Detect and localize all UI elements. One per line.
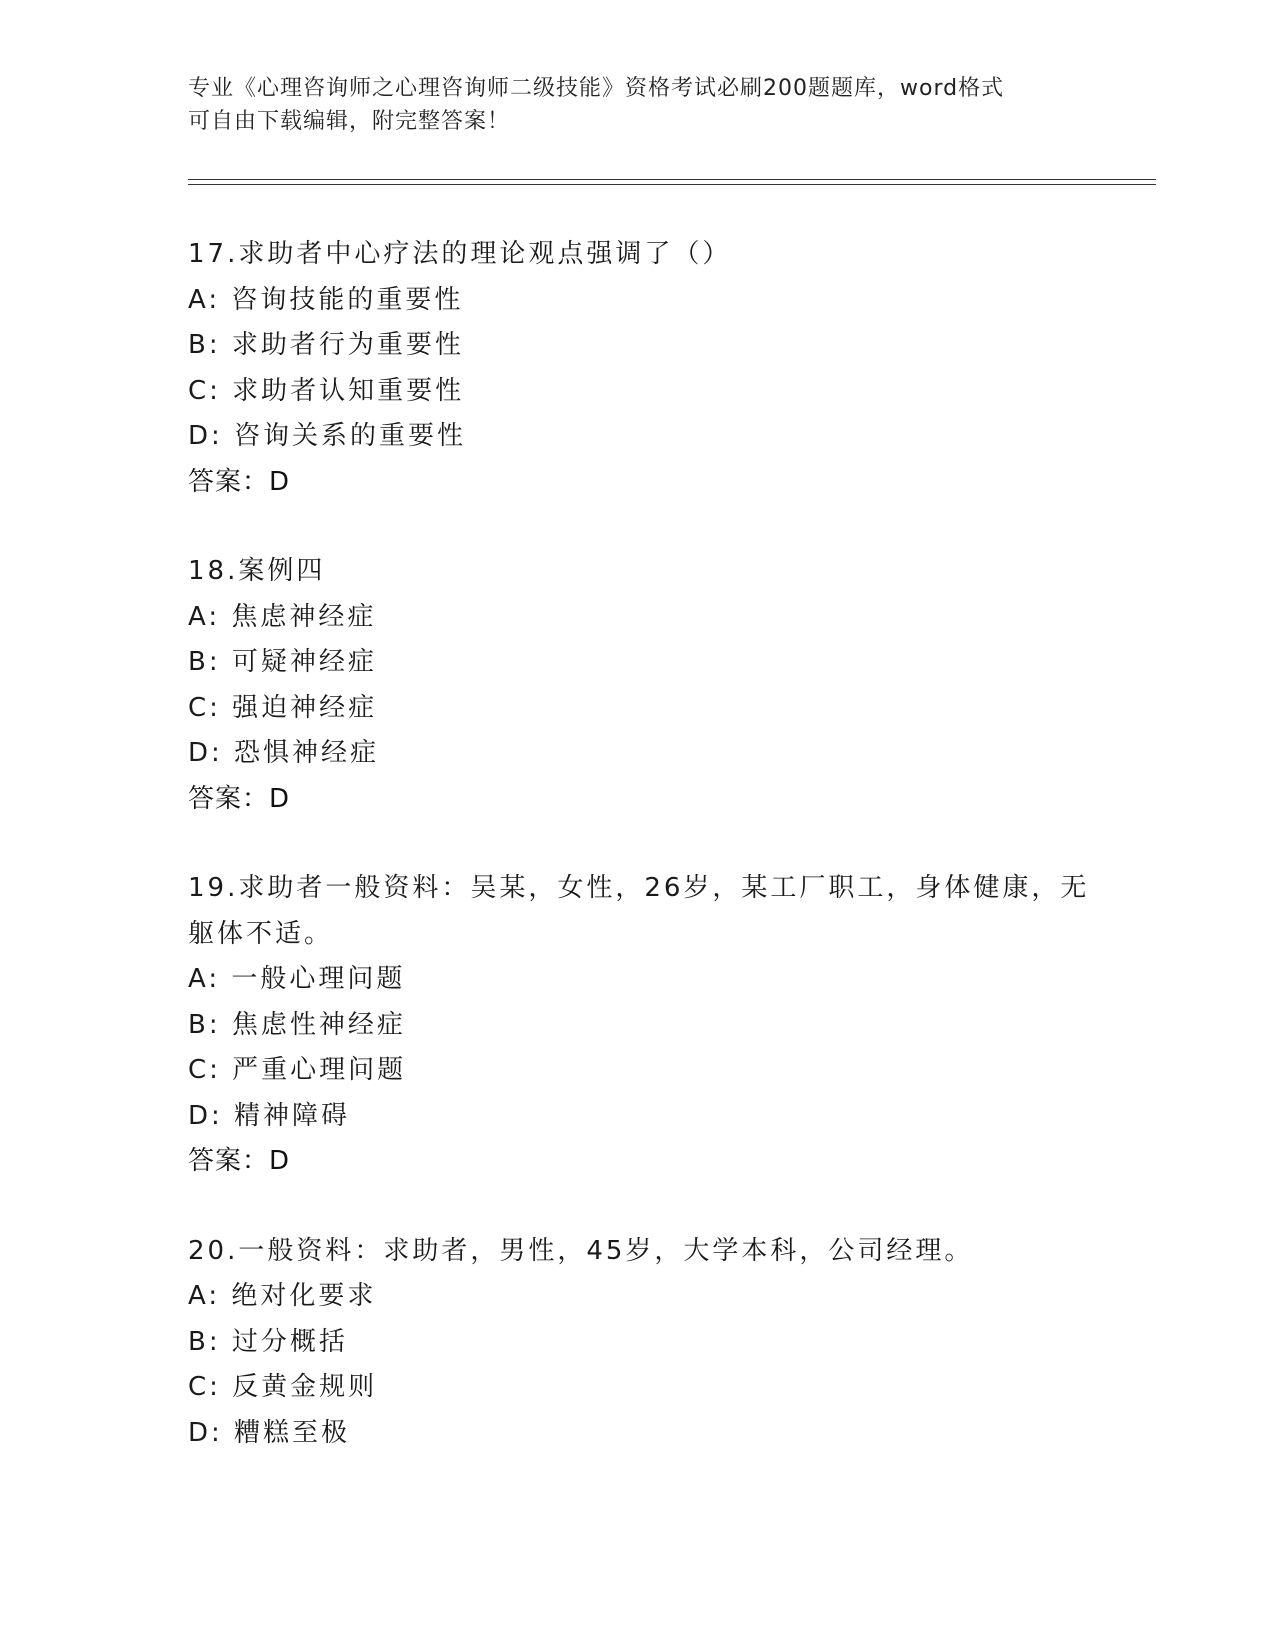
option-a: A: 焦虑神经症	[188, 601, 377, 632]
question-stem: 18.案例四	[188, 556, 326, 586]
document-header	[188, 72, 1088, 138]
answer: 答案：D	[188, 466, 291, 497]
header-divider-bottom	[188, 184, 1156, 185]
option-c: C: 强迫神经症	[188, 692, 378, 723]
option-b: B: 可疑神经症	[188, 647, 377, 677]
question-stem: 20.一般资料：求助者，男性，45岁，大学本科，公司经理。	[188, 1235, 974, 1266]
option-b: B: 求助者行为重要性	[188, 330, 464, 360]
header-line-2: 可自由下载编辑，附完整答案！	[188, 109, 511, 134]
option-b: B: 焦虑性神经症	[188, 1009, 406, 1040]
question-18	[188, 549, 1088, 822]
option-b: B: 过分概括	[188, 1326, 348, 1357]
question-17	[188, 232, 1088, 505]
option-a: A: 绝对化要求	[188, 1281, 377, 1311]
question-stem-line-1: 19.求助者一般资料：吴某，女性，26岁，某工厂职工，身体健康，无	[188, 873, 1090, 903]
question-list	[188, 232, 1088, 1500]
header-line-1: 专业《心理咨询师之心理咨询师二级技能》资格考试必刷200题题库，word格式	[188, 76, 1005, 101]
question-20	[188, 1229, 1088, 1457]
option-c: C: 严重心理问题	[188, 1055, 407, 1085]
header-divider-top	[188, 179, 1156, 180]
answer: 答案：D	[188, 1146, 291, 1176]
question-19	[188, 866, 1088, 1185]
question-stem: 17.求助者中心疗法的理论观点强调了（）	[188, 239, 732, 269]
answer: 答案：D	[188, 783, 291, 814]
option-c: C: 反黄金规则	[188, 1372, 378, 1402]
option-a: A: 咨询技能的重要性	[188, 284, 464, 315]
question-stem-line-2: 躯体不适。	[188, 918, 334, 949]
option-c: C: 求助者认知重要性	[188, 375, 465, 406]
option-a: A: 一般心理问题	[188, 964, 406, 994]
option-d: D: 恐惧神经症	[188, 738, 380, 768]
option-d: D: 糟糕至极	[188, 1417, 351, 1448]
option-d: D: 咨询关系的重要性	[188, 421, 467, 451]
option-d: D: 精神障碍	[188, 1100, 351, 1131]
